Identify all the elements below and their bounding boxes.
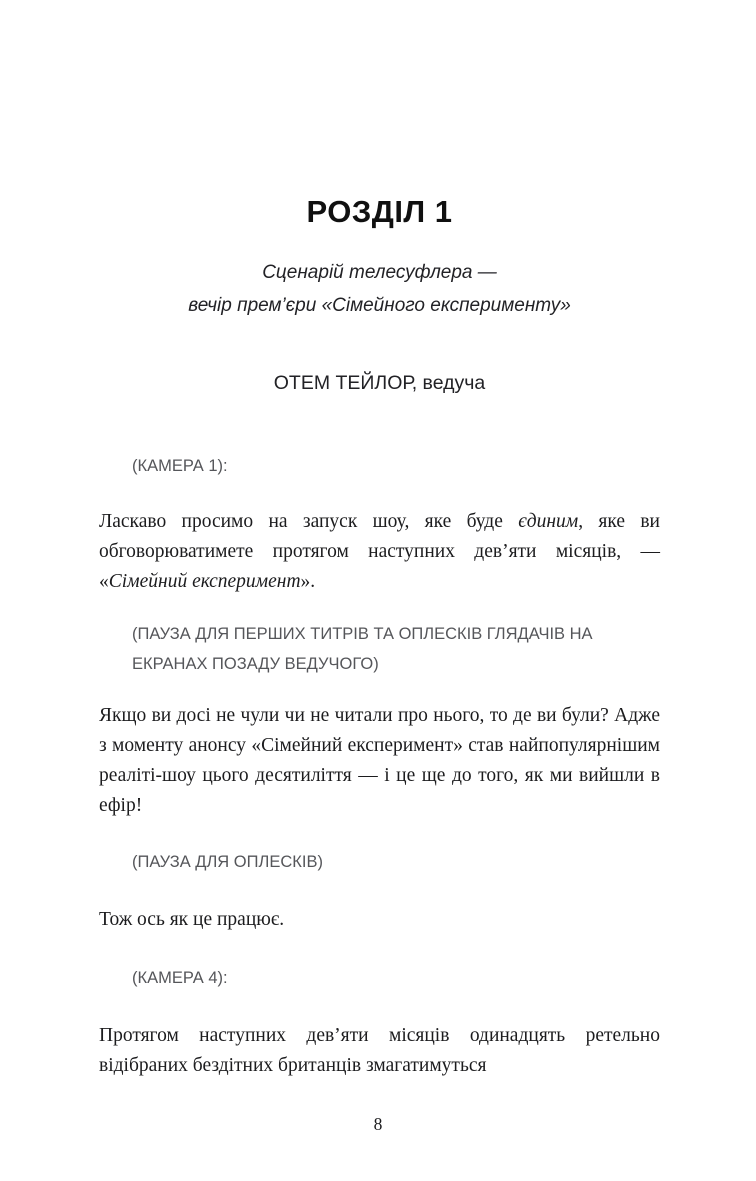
chapter-subtitle-line1: Сценарій телесуфлера —	[262, 262, 497, 283]
page-content	[99, 0, 660, 1081]
paragraph-contestants: Протягом наступних дев’яти місяців одинадцять ретельно відібраних бездітних британців змагатимуться	[99, 1025, 660, 1076]
chapter-subtitle-line2: вечір прем’єри «Сімейного експерименту»	[188, 295, 571, 316]
paragraph-welcome-seg3: , яке ви обговорюватимете протягом наступних дев’яти місяців, — «	[99, 511, 660, 592]
paragraph-hype: Якщо ви досі не чули чи не читали про нього, то де ви були? Адже з моменту анонсу «Сімейний експеримент» став найпопулярнішим реаліті-шоу цього десятиліття — і це ще до того, як ми вийшли в ефір!	[99, 705, 660, 816]
paragraph-welcome-emphasis2: Сімейний експеримент	[108, 571, 301, 592]
speaker-role: ведуча	[417, 372, 486, 394]
paragraph-how-it-works: Тож ось як це працює.	[99, 909, 285, 930]
direction-camera-4: (КАМЕРА 4):	[132, 969, 228, 987]
chapter-title: РОЗДІЛ 1	[306, 194, 453, 229]
speaker-name: ОТЕМ ТЕЙЛОР,	[273, 372, 418, 394]
speaker-line	[99, 372, 660, 395]
paragraph-welcome-seg5: ».	[300, 571, 316, 592]
direction-pause-titles: (ПАУЗА ДЛЯ ПЕРШИХ ТИТРІВ ТА ОПЛЕСКІВ ГЛЯДАЧІВ НА ЕКРАНАХ ПОЗАДУ ВЕДУЧОГО)	[132, 625, 593, 673]
chapter-subtitle	[99, 256, 660, 322]
direction-camera-1: (КАМЕРА 1):	[132, 457, 228, 475]
paragraph-welcome-emphasis1: єдиним	[518, 511, 579, 532]
paragraph-welcome-seg1: Ласкаво просимо на запуск шоу, яке буде	[99, 511, 519, 532]
direction-pause-applause: (ПАУЗА ДЛЯ ОПЛЕСКІВ)	[132, 853, 323, 871]
page-number: 8	[373, 1114, 383, 1134]
paragraph-welcome	[99, 507, 660, 597]
